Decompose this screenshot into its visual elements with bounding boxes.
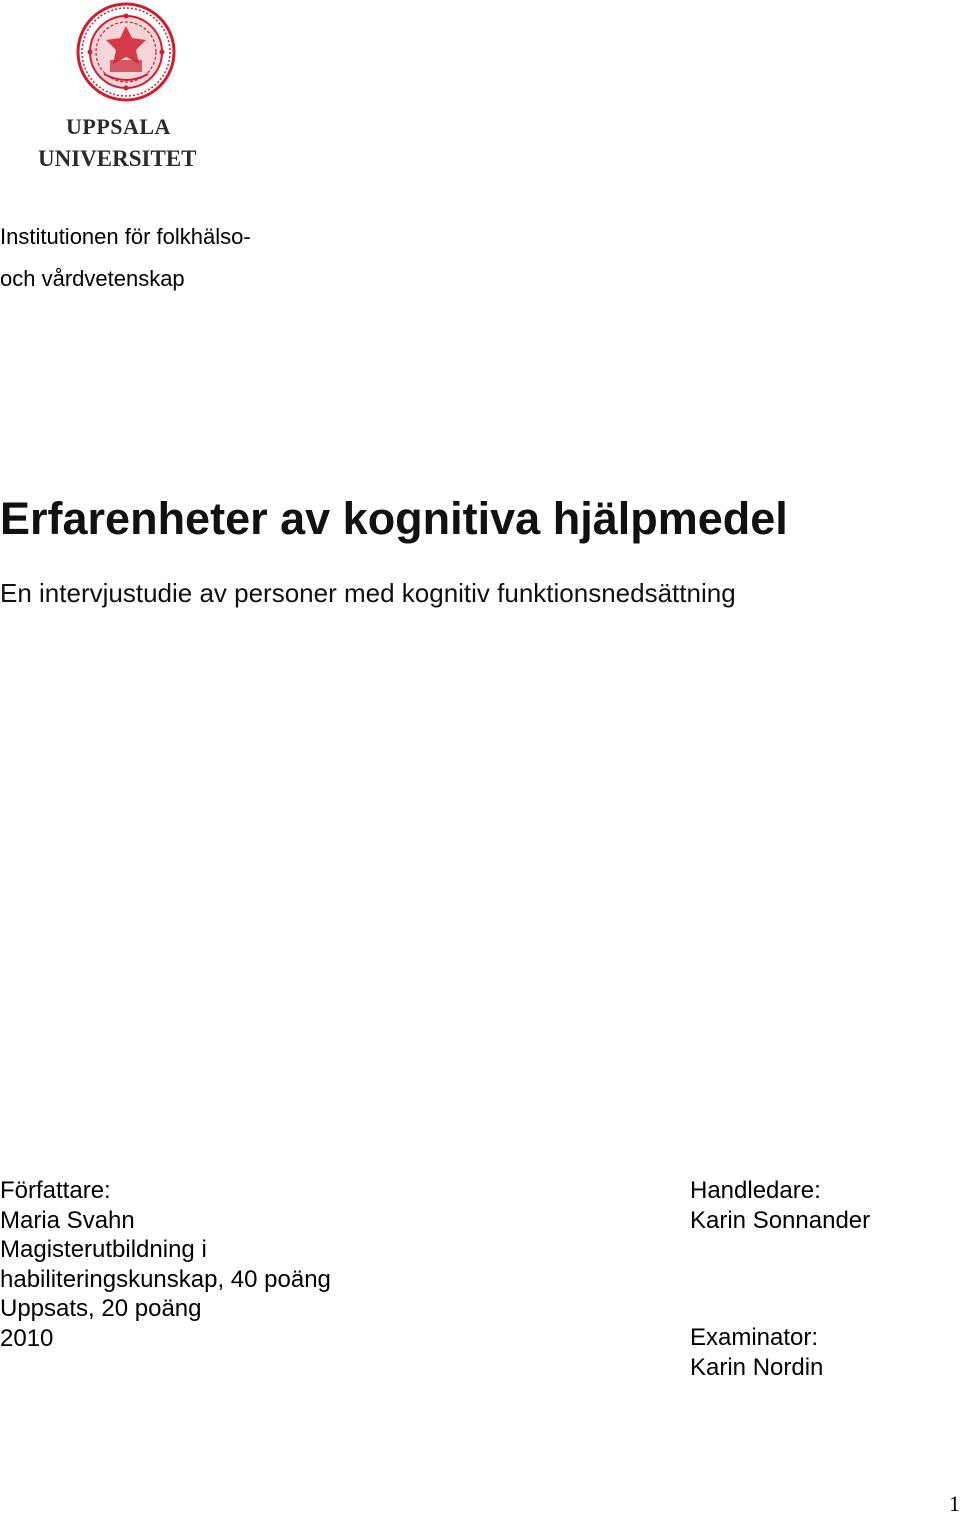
thesis-credits: Uppsats, 20 poäng bbox=[0, 1295, 202, 1322]
document-title: Erfarenheter av kognitiva hjälpmedel bbox=[0, 493, 788, 544]
document-subtitle: En intervjustudie av personer med kognitiv funktionsnedsättning bbox=[0, 578, 736, 608]
author-name: Maria Svahn bbox=[0, 1206, 135, 1234]
author-label: Författare: bbox=[0, 1177, 111, 1204]
spacer bbox=[690, 1235, 870, 1323]
year: 2010 bbox=[0, 1324, 54, 1352]
university-seal-icon bbox=[76, 2, 176, 102]
examiner-name: Karin Nordin bbox=[690, 1353, 824, 1381]
logo-text-universitet: UNIVERSITET bbox=[38, 146, 197, 171]
institution-line-1: Institutionen för folkhälso- bbox=[0, 224, 251, 249]
examiner-label: Examinator: bbox=[690, 1324, 819, 1351]
author-block bbox=[0, 1176, 331, 1353]
program-line-2: habiliteringskunskap, 40 poäng bbox=[0, 1265, 331, 1293]
program-line-1: Magisterutbildning i bbox=[0, 1236, 207, 1263]
supervisor-label: Handledare: bbox=[690, 1177, 821, 1204]
page-number: 1 bbox=[949, 1491, 960, 1516]
supervision-block bbox=[690, 1176, 870, 1382]
institution-line-2: och vårdvetenskap bbox=[0, 266, 185, 291]
supervisor-name: Karin Sonnander bbox=[690, 1206, 871, 1234]
logo-text-uppsala: UPPSALA bbox=[66, 114, 171, 139]
institution-name bbox=[0, 216, 251, 300]
university-logo bbox=[32, 0, 232, 180]
